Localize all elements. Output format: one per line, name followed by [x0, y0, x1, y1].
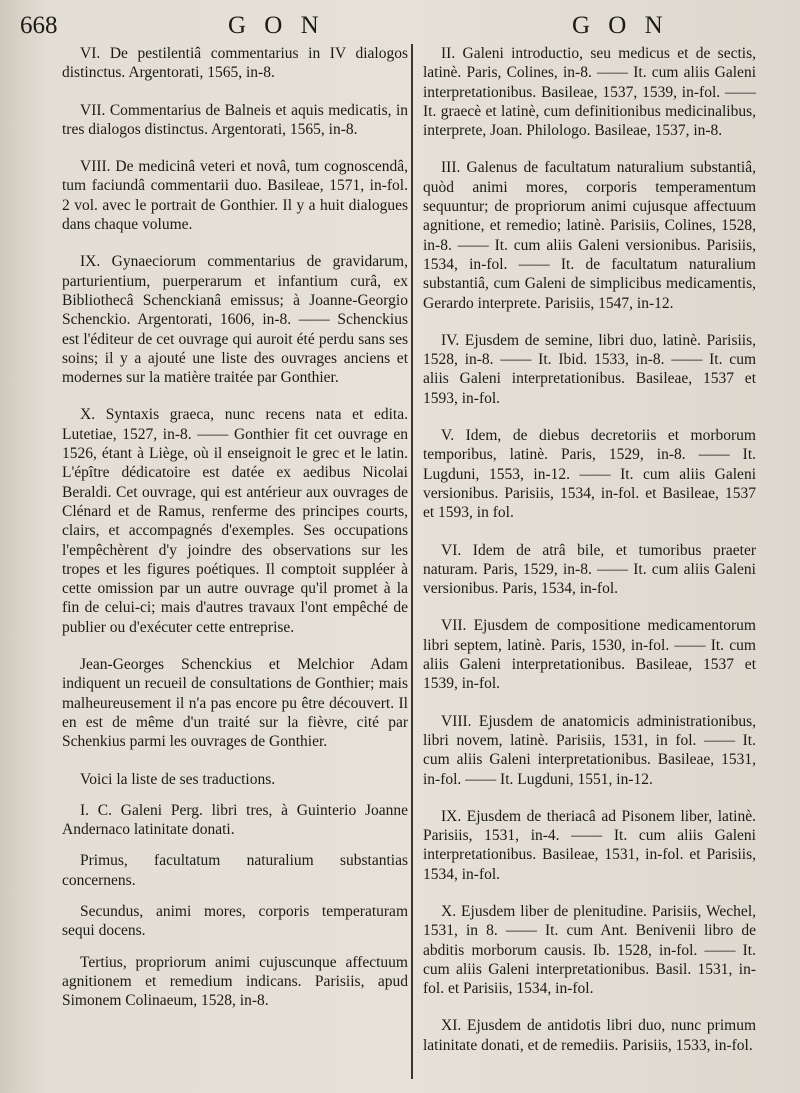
right-column	[423, 44, 756, 1073]
paragraph-schenckius: Jean-Georges Schenckius et Melchior Adam indiquent un recueil de consultations de Gonthier; mais malheureusement il n'a pas encore pu être découvert. Il en est de même d'un traité sur la fièvre, cité par Schenkius parmi les ouvrages de Gonthier.	[62, 656, 408, 751]
page-header	[0, 12, 800, 42]
translation-iii: III. Galenus de facultatum naturalium substantiâ, quòd animi mores, corporis temperamentum sequuntur; de propriorum animi cujusque affectuum agnitione, et remedio; latinè. Parisiis, Colines, 1528, in-8. —— It. cum aliis Galeni versionibus. Parisiis, 1534, in-fol. —— It. de facultatum naturalium substantiâ, cum Galeni de simplicibus medicamentis, Gerardo interprete. Parisiis, 1547, in-12.	[423, 159, 756, 312]
running-title-right: G O N	[572, 12, 669, 39]
translation-i: I. C. Galeni Perg. libri tres, à Guinterio Joanne Andernaco latinitate donati.	[62, 801, 408, 839]
translation-xi: XI. Ejusdem de antidotis libri duo, nunc primum latinitate donati, et de remediis. Parisiis, 1533, in-fol.	[423, 1017, 756, 1054]
translation-iv: IV. Ejusdem de semine, libri duo, latinè. Parisiis, 1528, in-8. —— It. Ibid. 1533, in-8. —— It. cum aliis Galeni interpretationibus. Basileae, 1537 et 1593, in-fol.	[423, 331, 756, 407]
entry-viii: VIII. De medicinâ veteri et novâ, tum cognoscendâ, tum faciundâ commentarii duo. Basileae, 1571, in-fol. 2 vol. avec le portrait de Gonthier. Il y a huit dialogues dans chaque volume.	[62, 158, 408, 234]
entry-vii: VII. Commentarius de Balneis et aquis medicatis, in tres dialogos distinctus. Argentorati, 1565, in-8.	[62, 101, 408, 138]
translation-vii: VII. Ejusdem de compositione medicamentorum libri septem, latinè. Paris, 1530, in-fol. —— It. cum aliis Galeni interpretationibus. Basileae, 1537 et 1539, in-fol.	[423, 617, 756, 693]
entry-x: X. Syntaxis graeca, nunc recens nata et edita. Lutetiae, 1527, in-8. —— Gonthier fit cet ouvrage en 1526, étant à Liège, où il enseignoit le grec et le latin. L'épître dédicatoire est datée ex aedibus Nicolai Beraldi. Cet ouvrage, qui est antérieur aux ouvrages de Clénard et de Ramus, renferme des principes courts, clairs, et accompagnés d'exemples. Ses occupations l'empêchèrent d'y joindre des observations sur les tropes et les figures poétiques. Il comptoit suppléer à cette omission par un autre ouvrage qu'il promet à la fin de celui-ci; mais d'autres travaux l'ont empêché de publier ou d'exécuter cette entreprise.	[62, 406, 408, 636]
translation-i-secundus: Secundus, animi mores, corporis temperaturam sequi docens.	[62, 902, 408, 940]
translation-viii: VIII. Ejusdem de anatomicis administrationibus, libri novem, latinè. Parisiis, 1531, in fol. —— It. cum aliis Galeni interpretationibus. Basileae, 1531, in-fol. —— It. Lugduni, 1551, in-12.	[423, 712, 756, 788]
translation-vi: VI. Idem de atrâ bile, et tumoribus praeter naturam. Paris, 1529, in-8. —— It. cum aliis Galeni versionibus. Paris, 1534, in-fol.	[423, 541, 756, 598]
entry-ix: IX. Gynaeciorum commentarius de gravidarum, parturientium, puerperarum et infantium curâ, ex Bibliothecâ Schenckianâ emissus; à Joanne-Georgio Schenckio. Argentorati, 1606, in-8. —— Schenckius est l'éditeur de cet ouvrage qui auroit été perdu sans ses soins; il y a ajouté une liste des ouvrages anciens et modernes sur la matière traitée par Gonthier.	[62, 253, 408, 387]
translation-ii: II. Galeni introductio, seu medicus et de sectis, latinè. Paris, Colines, in-8. —— It. cum aliis Galeni interpretationibus. Basileae, 1537, 1539, in-fol. —— It. graecè et latinè, cum definitionibus medicinalibus, interprete, Joan. Philologo. Basileae, 1537, in-8.	[423, 45, 756, 140]
translation-i-primus: Primus, facultatum naturalium substantias concernens.	[62, 852, 408, 889]
translation-ix: IX. Ejusdem de theriacâ ad Pisonem liber, latinè. Parisiis, 1531, in-4. —— It. cum aliis Galeni interpretationibus. Basileae, 1531, in-fol. et Parisiis, 1534, in-fol.	[423, 807, 756, 883]
running-title-left: G O N	[228, 12, 325, 39]
entry-vi: VI. De pestilentiâ commentarius in IV dialogos distinctus. Argentorati, 1565, in-8.	[62, 45, 408, 82]
translations-heading: Voici la liste de ses traductions.	[80, 770, 276, 788]
column-divider	[411, 44, 413, 1079]
page-number: 668	[20, 12, 58, 39]
translation-i-tertius: Tertius, propriorum animi cujuscunque affectuum agnitionem et remedium indicans. Parisiis, apud Simonem Colinaeum, 1528, in-8.	[62, 953, 408, 1010]
translation-x: X. Ejusdem liber de plenitudine. Parisiis, Wechel, 1531, in 8. —— It. cum Ant. Benivenii libro de abditis morborum causis. Ib. 1528, in-fol. —— It. cum aliis Galeni interpretationibus. Basil. 1531, in-fol. et Parisiis, 1534, in-fol.	[423, 902, 756, 998]
translation-v: V. Idem, de diebus decretoriis et morborum temporibus, latinè. Paris, 1529, in-8. —— It. Lugduni, 1553, in-12. —— It. cum aliis Galeni versionibus. Parisiis, 1534, in-fol. et Basileae, 1537 et 1593, in fol.	[423, 427, 756, 522]
left-column	[62, 44, 408, 1022]
